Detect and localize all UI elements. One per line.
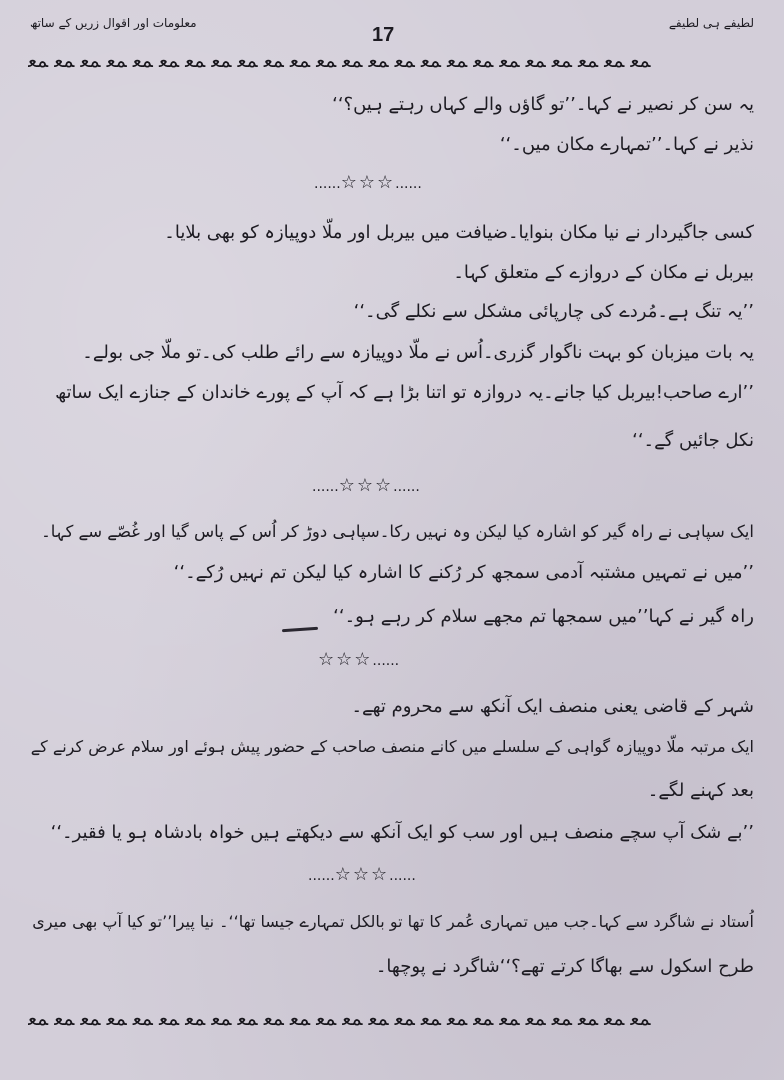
- bottom-ornament-border: ﻤﻌ ﻤﻌ ﻤﻌ ﻤﻌ ﻤﻌ ﻤﻌ ﻤﻌ ﻤﻌ ﻤﻌ ﻤﻌ ﻤﻌ ﻤﻌ ﻤﻌ ﻤﻌ ﻤﻌ ﻤﻌ ﻤﻌ ﻤﻌ ﻤﻌ ﻤﻌ ﻤﻌ ﻤﻌ ﻤﻌ ﻤﻌ: [28, 1008, 651, 1030]
- separator-dots: ......: [372, 653, 400, 669]
- separator-dots: ......: [314, 176, 341, 192]
- separator-stars: ☆☆☆: [338, 475, 394, 496]
- text-line: ’’یہ تنگ ہے۔مُردے کی چارپائی مشکل سے نکلے گی۔‘‘: [353, 301, 754, 322]
- section-separator: [312, 475, 420, 496]
- text-line: ’’میں نے تمہیں مشتبہ آدمی سمجھ کر رُکنے کا اشارہ کیا لیکن تم نہیں رُکے۔‘‘: [173, 562, 754, 583]
- text-line: بیربل نے مکان کے دروازے کے متعلق کہا۔: [453, 262, 754, 283]
- separator-dots: ......: [308, 868, 335, 884]
- text-line: ’’بے شک آپ سچے منصف ہیں اور سب کو ایک آنکھ سے دیکھتے ہیں خواہ بادشاہ ہو یا فقیر۔‘‘: [50, 822, 754, 843]
- section-separator: [318, 649, 399, 670]
- text-line: یہ بات میزبان کو بہت ناگوار گزری۔اُس نے ملّا دوپیازہ سے رائے طلب کی۔تو ملّا جی بولے۔: [82, 342, 754, 363]
- separator-dots: ......: [395, 176, 422, 192]
- ink-mark: [282, 627, 318, 633]
- separator-dots: ......: [389, 868, 416, 884]
- text-line: شہر کے قاضی یعنی منصف ایک آنکھ سے محروم تھے۔: [351, 696, 754, 717]
- separator-stars: ☆☆☆: [340, 172, 396, 193]
- text-line: طرح اسکول سے بھاگا کرتے تھے؟‘‘شاگرد نے پوچھا۔: [375, 956, 754, 977]
- text-line: نکل جائیں گے۔‘‘: [632, 430, 754, 451]
- header-book-title: لطیفے ہی لطیفے: [668, 16, 754, 30]
- separator-stars: ☆☆☆: [318, 649, 373, 670]
- section-separator: [314, 172, 422, 193]
- separator-stars: ☆☆☆: [334, 864, 390, 885]
- text-line: ایک سپاہی نے راہ گیر کو اشارہ کیا لیکن وہ نہیں رکا۔سپاہی دوڑ کر اُس کے پاس گیا اور غُصّے سے کہا۔: [41, 522, 754, 541]
- separator-dots: ......: [312, 479, 339, 495]
- section-separator: [308, 864, 416, 885]
- header-subtitle: معلومات اور اقوال زریں کے ساتھ: [30, 16, 197, 30]
- text-line: راہ گیر نے کہا’’میں سمجھا تم مجھے سلام کر رہے ہو۔‘‘: [333, 606, 754, 627]
- text-line: نذیر نے کہا۔’’تمہارے مکان میں۔‘‘: [499, 134, 754, 155]
- text-line: ایک مرتبہ ملّا دوپیازہ گواہی کے سلسلے میں کانے منصف صاحب کے حضور پیش ہوئے اور سلام عرض کرنے کے: [30, 737, 754, 756]
- separator-dots: ......: [393, 479, 420, 495]
- text-line: یہ سن کر نصیر نے کہا۔’’تو گاؤں والے کہاں رہتے ہیں؟‘‘: [332, 94, 754, 115]
- text-line: بعد کہنے لگے۔: [647, 780, 754, 801]
- page-number: 17: [372, 24, 395, 46]
- text-line: ’’ارے صاحب!بیربل کیا جانے۔یہ دروازہ تو اتنا بڑا ہے کہ آپ کے پورے خاندان کے جنازے ایک ساتھ: [55, 382, 754, 403]
- text-line: اُستاد نے شاگرد سے کہا۔جب میں تمہاری عُمر کا تھا تو بالکل تمہارے جیسا تھا‘‘۔ نیا پیرا’’تو کیا آپ بھی میری: [32, 912, 754, 931]
- top-ornament-border: ﻤﻌ ﻤﻌ ﻤﻌ ﻤﻌ ﻤﻌ ﻤﻌ ﻤﻌ ﻤﻌ ﻤﻌ ﻤﻌ ﻤﻌ ﻤﻌ ﻤﻌ ﻤﻌ ﻤﻌ ﻤﻌ ﻤﻌ ﻤﻌ ﻤﻌ ﻤﻌ ﻤﻌ ﻤﻌ ﻤﻌ ﻤﻌ: [28, 50, 651, 72]
- text-line: کسی جاگیردار نے نیا مکان بنوایا۔ضیافت میں بیربل اور ملّا دوپیازہ کو بھی بلایا۔: [164, 222, 754, 243]
